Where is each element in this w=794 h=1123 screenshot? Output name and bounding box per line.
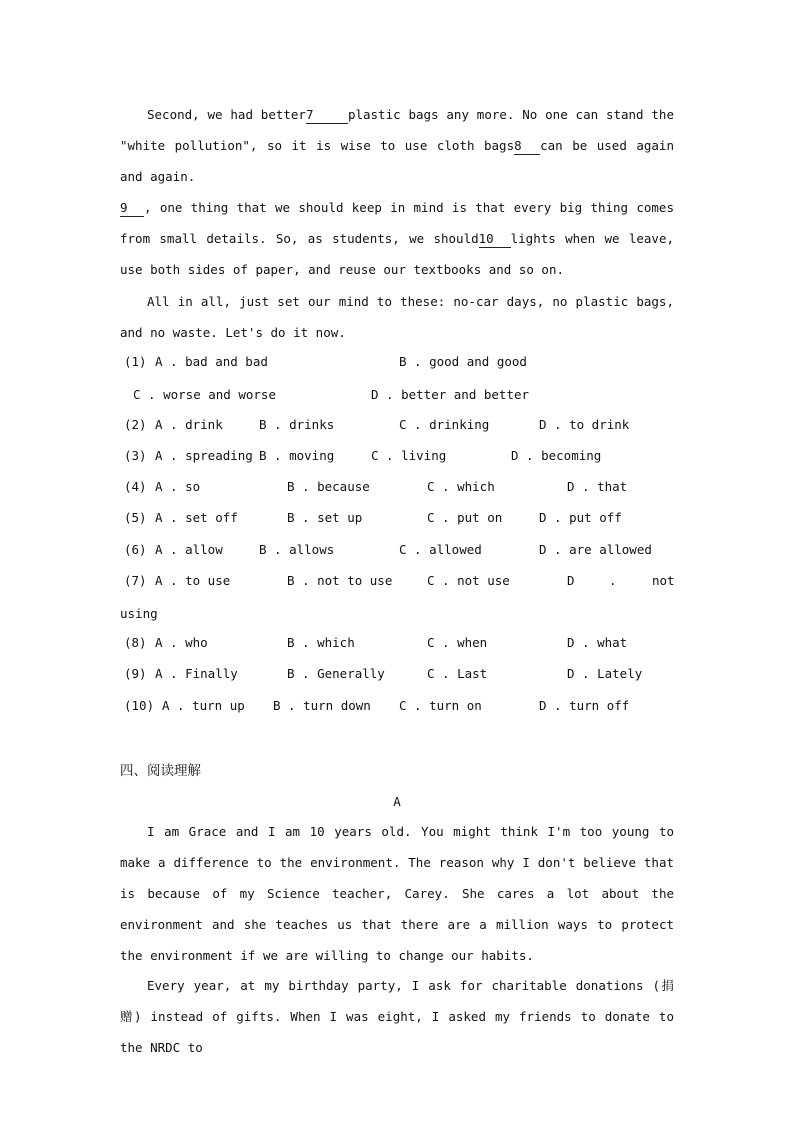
option-b: B . turn down bbox=[273, 698, 371, 713]
option-d: . bbox=[609, 573, 617, 588]
blank-8: 8 bbox=[514, 138, 540, 155]
option-a: A . spreading bbox=[155, 448, 253, 463]
paragraph-text: Second, we had better bbox=[147, 107, 306, 122]
option-b: B . good and good bbox=[399, 354, 527, 369]
question-number: (1) bbox=[124, 354, 147, 369]
option-row-7 bbox=[120, 571, 675, 591]
option-row-2 bbox=[120, 415, 630, 435]
option-c: C . allowed bbox=[399, 542, 482, 557]
option-row-1b bbox=[120, 385, 530, 405]
option-a: A . so bbox=[155, 479, 201, 494]
option-a: A . bad and bad bbox=[155, 354, 268, 369]
option-a: A . set off bbox=[155, 510, 238, 525]
cloze-paragraph-3 bbox=[120, 192, 674, 285]
question-number: (7) bbox=[124, 573, 147, 588]
option-b: B . not to use bbox=[287, 573, 393, 588]
question-number: (3) bbox=[124, 448, 147, 463]
option-c: C . put on bbox=[427, 510, 503, 525]
option-d: D . better and better bbox=[371, 387, 530, 402]
question-number: (9) bbox=[124, 666, 147, 681]
option-row-5 bbox=[120, 508, 622, 528]
option-a: A . to use bbox=[155, 573, 231, 588]
option-row-10 bbox=[120, 696, 630, 716]
option-b: B . drinks bbox=[259, 417, 335, 432]
option-c: C . which bbox=[427, 479, 495, 494]
option-c: C . turn on bbox=[399, 698, 482, 713]
option-d: D . turn off bbox=[539, 698, 630, 713]
passage-label: A bbox=[393, 794, 401, 809]
option-d: not bbox=[652, 573, 675, 588]
blank-10: 10 bbox=[479, 231, 511, 248]
option-b: B . because bbox=[287, 479, 370, 494]
option-d: using bbox=[120, 606, 158, 621]
option-b: B . which bbox=[287, 635, 355, 650]
option-b: B . moving bbox=[259, 448, 335, 463]
option-c: C . worse and worse bbox=[133, 387, 276, 402]
option-c: C . Last bbox=[427, 666, 488, 681]
option-c: C . when bbox=[427, 635, 488, 650]
option-c: C . drinking bbox=[399, 417, 490, 432]
option-row-1 bbox=[120, 352, 527, 372]
option-a: A . allow bbox=[155, 542, 223, 557]
section-heading: 四、阅读理解 bbox=[120, 763, 201, 779]
option-d: D . what bbox=[567, 635, 628, 650]
cloze-paragraph-2 bbox=[120, 99, 674, 192]
paragraph-text: plastic bags any more. No one can stand the "white pollution", so it is wise to use cloth bags bbox=[120, 107, 674, 153]
option-d: D . to drink bbox=[539, 417, 630, 432]
blank-7: 7 bbox=[306, 107, 348, 124]
question-number: (10) bbox=[124, 698, 155, 713]
option-row-8 bbox=[120, 633, 628, 653]
option-b: B . allows bbox=[259, 542, 335, 557]
option-d: D . Lately bbox=[567, 666, 643, 681]
option-b: B . set up bbox=[287, 510, 363, 525]
paragraph-text: , one thing that we should keep in mind is that every big thing comes from small details. So, as students, we should bbox=[120, 200, 674, 246]
passage-a-paragraph-1: I am Grace and I am 10 years old. You might think I'm too young to make a difference to the environment. The reason why I don't believe that is because of my Science teacher, Carey. She cares a lot about the environment and she teaches us that there are a million ways to protect the environment if we are willing to change our habits. bbox=[120, 824, 674, 963]
option-d: D . put off bbox=[539, 510, 622, 525]
question-number: (4) bbox=[124, 479, 147, 494]
option-c: C . living bbox=[371, 448, 447, 463]
option-a: A . who bbox=[155, 635, 208, 650]
blank-9: 9 bbox=[120, 200, 144, 217]
option-row-6 bbox=[120, 540, 652, 560]
question-number: (8) bbox=[124, 635, 147, 650]
option-a: A . turn up bbox=[162, 698, 245, 713]
option-c: C . not use bbox=[427, 573, 510, 588]
passage-a-paragraph-2: Every year, at my birthday party, I ask for charitable donations (捐赠) instead of gifts. When I was eight, I asked my friends to donate to the NRDC to bbox=[120, 978, 674, 1055]
option-a: A . Finally bbox=[155, 666, 238, 681]
option-row-7b bbox=[120, 604, 158, 624]
option-a: A . drink bbox=[155, 417, 223, 432]
option-d: D . becoming bbox=[511, 448, 602, 463]
option-d: D . are allowed bbox=[539, 542, 652, 557]
question-number: (5) bbox=[124, 510, 147, 525]
question-number: (2) bbox=[124, 417, 147, 432]
option-b: B . Generally bbox=[287, 666, 385, 681]
option-row-3 bbox=[120, 446, 602, 466]
option-row-9 bbox=[120, 664, 643, 684]
option-d: D . that bbox=[567, 479, 628, 494]
paragraph-text: lights when we leave, use both sides of paper, and reuse our textbooks and so on. bbox=[120, 231, 674, 277]
option-d: D bbox=[567, 573, 575, 588]
option-row-4 bbox=[120, 477, 628, 497]
cloze-paragraph-4: All in all, just set our mind to these: no-car days, no plastic bags, and no waste. Let's do it now. bbox=[120, 294, 674, 340]
paragraph-text: can be used again and again. bbox=[120, 138, 674, 184]
question-number: (6) bbox=[124, 542, 147, 557]
